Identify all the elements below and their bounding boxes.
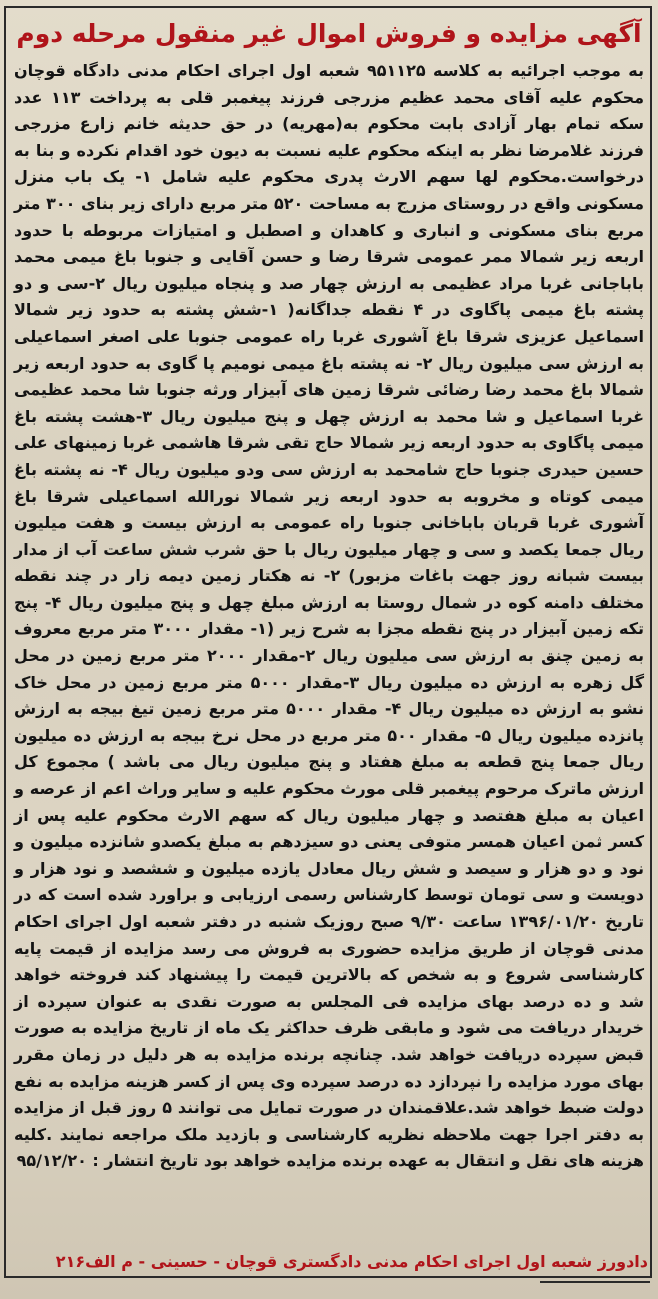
notice-title: آگهی مزایده و فروش اموال غیر منقول مرحله دوم [16,19,642,48]
notice-footer: دادورز شعبه اول اجرای احکام مدنی دادگستری قوچان - حسینی - م الف۲۱۶ [55,1252,648,1271]
notice-body [14,58,644,1175]
notice-body-text: به موجب اجرائیه به کلاسه ۹۵۱۱۲۵ شعبه اول اجرای احکام مدنی دادگاه قوچان محکوم علیه آقای محمد عظیم مزرجی فرزند پیغمبر قلی به پرداخت ۱۱۳ عدد سکه تمام بهار آزادی بابت محکوم به(مهریه) در حق حدیثه خانم زارع مزرجی فرزند غلامرضا نظر به اینکه محکوم علیه نسبت به دیون خود اقدام نکرده و بنا به درخواست.محکوم لها سهم الارث پدری محکوم علیه شامل ۱- یک باب منزل مسکونی واقع در روستای مزرج به مساحت ۵۲۰ متر مربع دارای زیر بنای ۳۰۰ متر مربع بنای مسکونی و انباری و کاهدان و اصطبل و امتیازات مربوطه با حدود اربعه زیر شمالا ممر عمومی شرقا رضا و حسن آقایی و جنوبا باغ میمی محمد باباجانی غربا مراد عظیمی به ارزش چهار صد و پنجاه میلیون ریال ۲-سی و دو پشته باغ میمی پاگاوی در ۴ نقطه جداگانه( ۱-شش پشته به حدود زیر شمالا اسماعیل عزیزی شرقا باغ آشوری غربا راه عمومی جنوبا علی اصغر اسماعیلی به ارزش سی میلیون ریال ۲- نه پشته باغ میمی نومیم پا گاوی به حدود اربعه زیر شمالا باغ محمد رضا رضائی شرقا زمین های آبیزار ورثه جنوبا شا محمد عظیمی غربا اسماعیل و شا محمد به ارزش چهل و پنج میلیون ریال ۳-هشت پشته باغ میمی پاگاوی به حدود اربعه زیر شمالا حاج تقی شرقا هاشمی غربا زمینهای علی حسین حیدری جنوبا حاج شامحمد به ارزش سی ودو میلیون ریال ۴- نه پشته باغ میمی کوتاه و مخروبه به حدود اربعه زیر شمالا نورالله اسماعیلی شرقا باغ آشوری غربا قربان باباخانی جنوبا راه عمومی به ارزش بیست و هفت میلیون ریال جمعا یکصد و سی و چهار میلیون ریال با حق شرب شش ساعت آب از مدار بیست شبانه روز جهت باغات مزبور) ۲- نه هکتار زمین دیمه زار در چند نقطه مختلف دامنه کوه در شمال روستا به ارزش مبلغ چهل و پنج میلیون ریال ۴- پنج تکه زمین آبیزار در پنج نقطه مجزا به شرح زیر (۱- مقدار ۳۰۰۰ متر مربع معروف به زمین چنق به ارزش سی میلیون ریال ۲-مقدار ۲۰۰۰ متر مربع زمین در محل گل زهره به ارزش ده میلیون ریال ۳-مقدار ۵۰۰۰ متر مربع زمین در محل خاک نشو به ارزش ده میلیون ریال ۴- مقدار ۵۰۰۰ متر مربع زمین تیغ بیجه به ارزش پانزده میلیون ریال ۵- مقدار ۵۰۰ متر مربع در محل نرخ بیجه به ارزش ده میلیون ریال جمعا پنج قطعه به مبلغ هفتاد و پنج میلیون ریال می باشد ) مجموع کل ارزش ماترک مرحوم پیغمبر قلی مورث محکوم علیه و سایر وراث اعم از عرصه و اعیان به مبلغ هفتصد و چهار میلیون ریال که سهم الارث محکوم علیه پس از کسر ثمن اعیان همسر متوفی یعنی دو سیزدهم به مبلغ یکصدو شانزده میلیون و نود و دو هزار و سیصد و شش ریال معادل یازده میلیون و ششصد و نود هزار و دویست و سی تومان توسط کارشناس رسمی ارزیابی و براورد شده است که در تاریخ ۱۳۹۶/۰۱/۲۰ ساعت ۹/۳۰ صبح روزیک شنبه در دفتر شعبه اول اجرای احکام مدنی قوچان از طریق مزایده حضوری به فروش می رسد مزایده از قیمت پایه کارشناسی شروع و به شخص که بالاترین قیمت را پیشنهاد کند فروخته خواهد شد و ده درصد بهای مزایده فی المجلس به صورت نقدی به عنوان سپرده از خریدار دریافت می شود و مابقی ظرف حداکثر یک ماه از تاریخ مزایده به صورت قبض سپرده دریافت خواهد شد. چنانچه برنده مزایده به هر دلیل در زمان مقرر بهای مورد مزایده را نپردازد ده درصد سپرده وی پس از کسر هزینه مزایده به نفع دولت ضبط خواهد شد.علاقمندان در صورت تمایل می توانند ۵ روز قبل از مزایده به دفتر اجرا جهت ملاحظه نظریه کارشناسی و بازدید ملک مراجعه نمایند .کلیه هزینه های نقل و انتقال به عهده برنده مزایده خواهد بود [14,61,645,1171]
publication-date: تاریخ انتشار : ۹۵/۱۲/۲۰ [16,1151,199,1171]
next-clipping-edge [540,1281,650,1299]
